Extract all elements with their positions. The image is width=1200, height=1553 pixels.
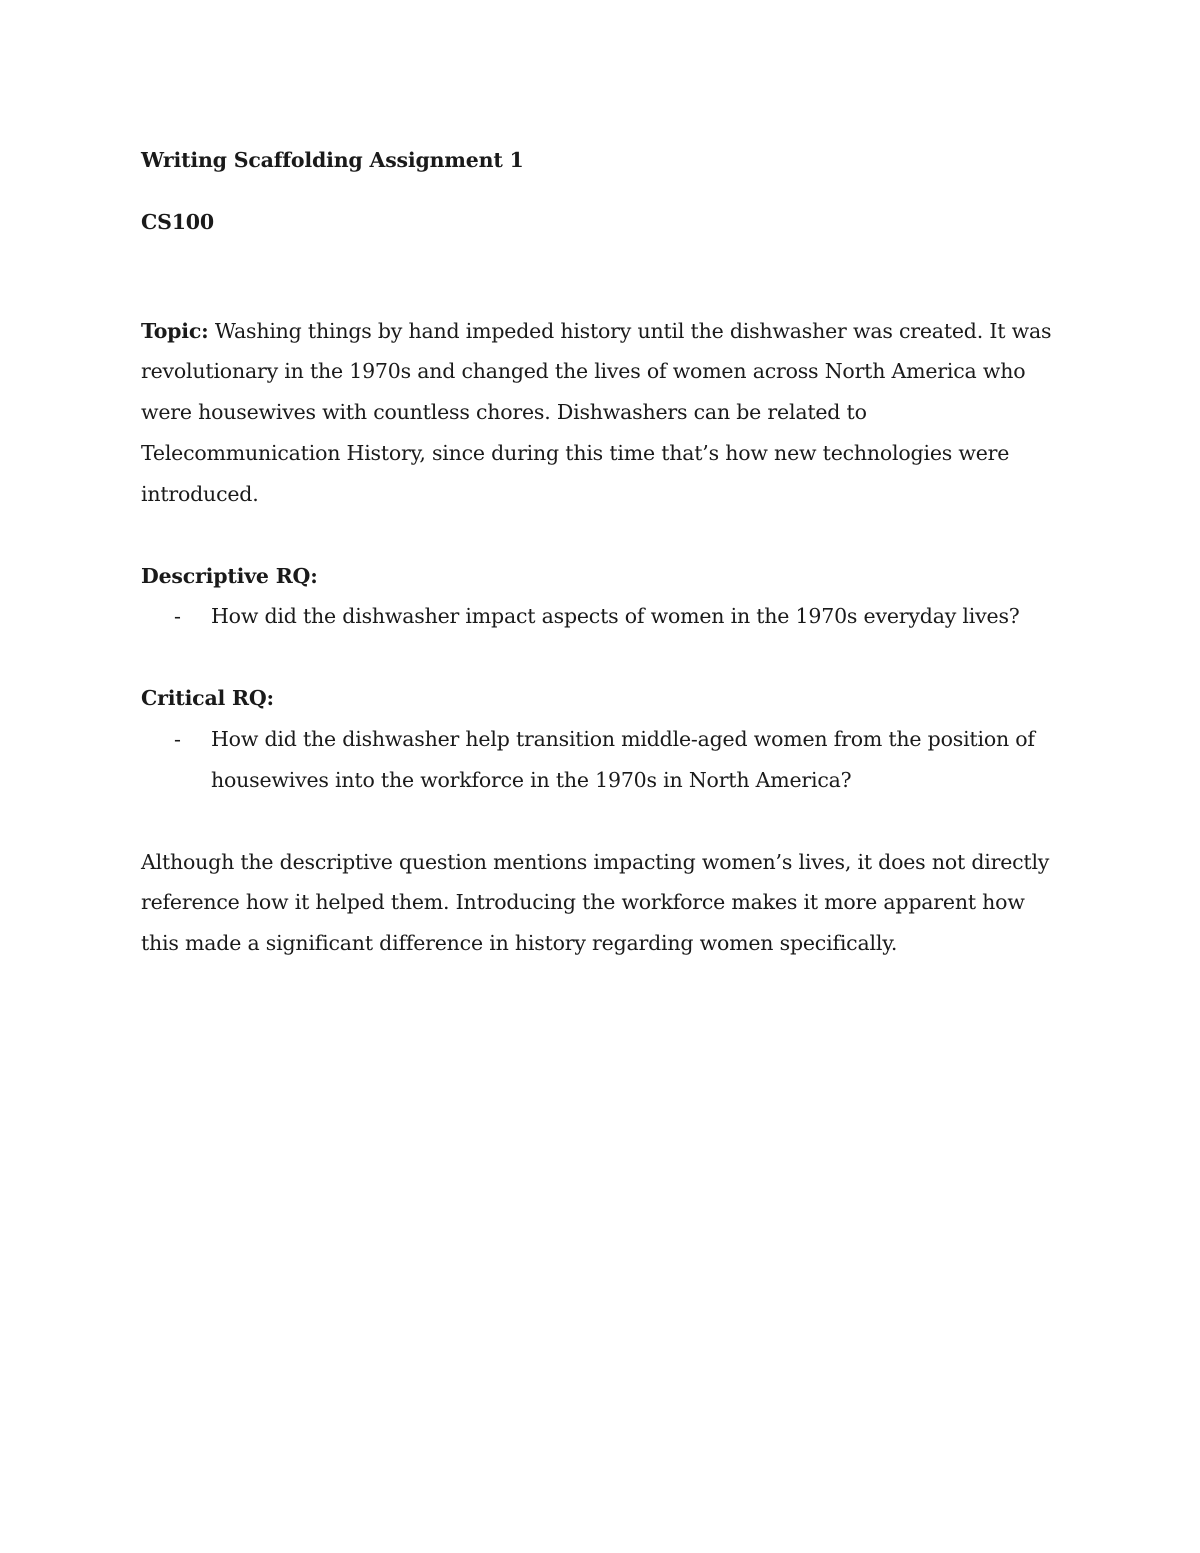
descriptive-rq-heading: Descriptive RQ: bbox=[141, 563, 318, 588]
descriptive-rq-text: How did the dishwasher impact aspects of women in the 1970s everyday lives? bbox=[211, 604, 1020, 629]
topic-text: Washing things by hand impeded history until the dishwasher was created. It was revolutionary in the 1970s and changed the lives of women across North America who were housewives with countless chores. Dishwashers can be related to Telecommunication History, since during this time that’s how new technologies were introduced. bbox=[141, 318, 1052, 506]
critical-rq-text: How did the dishwasher help transition middle-aged women from the position of housewives into the workforce in the 1970s in North America? bbox=[211, 726, 1035, 792]
descriptive-rq-item bbox=[141, 596, 1056, 637]
critical-rq-item bbox=[141, 719, 1056, 801]
descriptive-rq-list bbox=[141, 596, 1056, 637]
list-dash: - bbox=[174, 604, 181, 629]
topic-paragraph bbox=[141, 311, 1056, 515]
list-dash: - bbox=[174, 726, 181, 751]
critical-rq-heading: Critical RQ: bbox=[141, 686, 274, 711]
document-title: Writing Scaffolding Assignment 1 bbox=[141, 148, 524, 172]
closing-paragraph: Although the descriptive question mentions impacting women’s lives, it does not directly reference how it helped them. Introducing the workforce makes it more apparent how this made a significant difference in history regarding women specifically. bbox=[141, 849, 1050, 956]
critical-rq-list bbox=[141, 719, 1056, 801]
document-body bbox=[141, 140, 1056, 964]
course-code: CS100 bbox=[141, 209, 214, 234]
topic-label: Topic: bbox=[141, 318, 209, 343]
